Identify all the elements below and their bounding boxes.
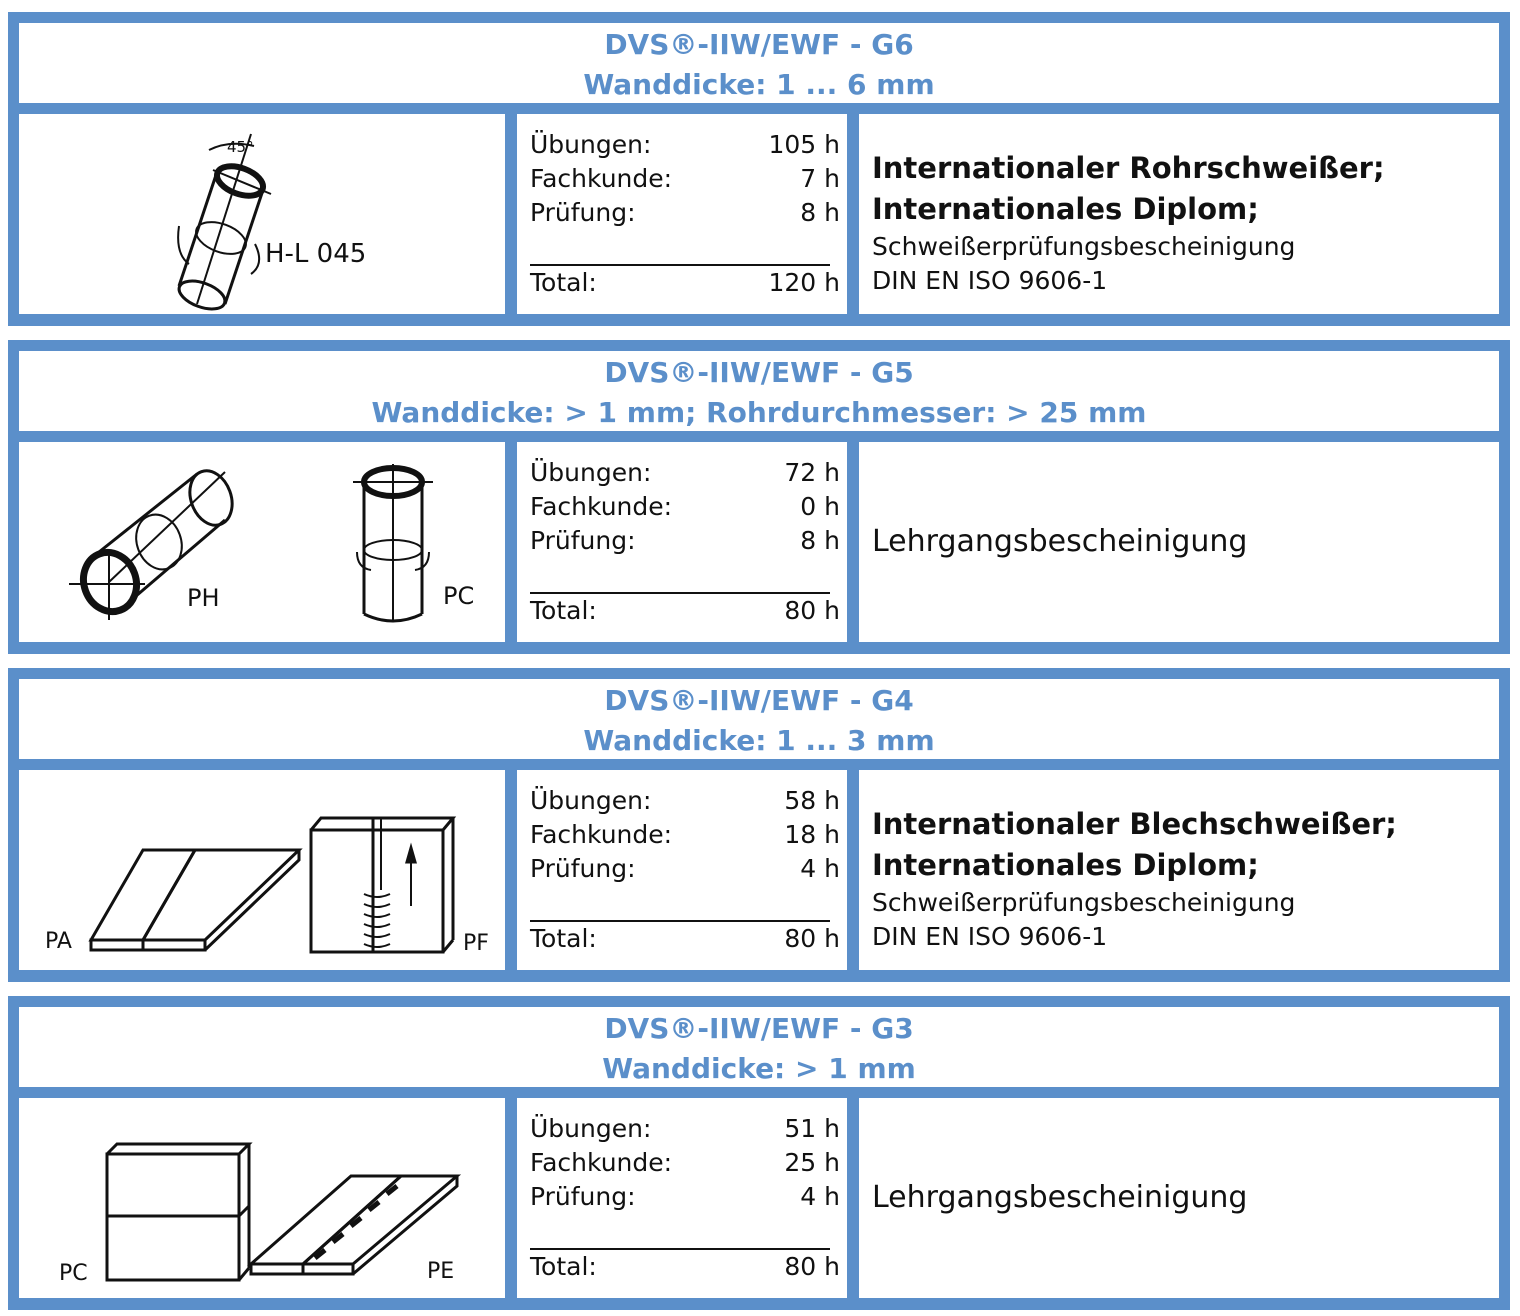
position-label-pf: PF [463,931,489,956]
certificate-cell [859,770,1499,970]
hours-value: 105 h [768,130,840,159]
certificate-cell [859,114,1499,314]
certificate-title: Lehrgangsbescheinigung [872,524,1248,559]
position-label-pe: PE [427,1259,455,1284]
welding-position-figure [19,1098,505,1298]
hours-value: 8 h [800,526,840,555]
pipe-positions-drawing [19,442,505,642]
certificate-diploma: Internationales Diplom; [872,848,1259,882]
course-header [19,351,1499,431]
welding-position-figure [19,442,505,642]
hours-label: Fachkunde: [530,820,673,849]
course-header [19,23,1499,103]
hours-label: Übungen: [530,458,652,487]
certificate-cell [859,1098,1499,1298]
total-value: 120 h [768,268,840,297]
total-label: Total: [530,268,597,297]
position-label: H-L 045 [265,239,367,269]
certificate-title: Internationaler Rohrschweißer; [872,151,1385,185]
hours-value: 8 h [800,198,840,227]
hours-value: 4 h [800,854,840,883]
hours-value: 0 h [800,492,840,521]
certificate-note: Schweißerprüfungsbescheinigung [872,232,1296,261]
hours-value: 4 h [800,1182,840,1211]
total-label: Total: [530,596,597,625]
course-title: DVS®-IIW/EWF - G5 [604,356,914,389]
welding-position-figure [19,770,505,970]
plate-positions-drawing [19,770,505,970]
angle-label: 45° [227,138,254,156]
total-value: 80 h [784,924,840,953]
course-block-g4 [8,668,1510,982]
course-subtitle: Wanddicke: > 1 mm [602,1052,916,1085]
total-label: Total: [530,1252,597,1281]
hours-value: 25 h [784,1148,840,1177]
certificate-text [872,148,1385,298]
hours-label: Übungen: [530,1114,652,1143]
position-label-ph: PH [187,584,220,612]
hours-value: 18 h [784,820,840,849]
hours-label: Übungen: [530,786,652,815]
plate-positions-drawing [19,1098,505,1298]
certificate-title: Lehrgangsbescheinigung [872,1180,1248,1215]
hours-value: 58 h [784,786,840,815]
course-title: DVS®-IIW/EWF - G3 [604,1012,914,1045]
course-title: DVS®-IIW/EWF - G4 [604,684,914,717]
position-label-pc: PC [59,1261,88,1286]
certificate-title: Internationaler Blechschweißer; [872,807,1397,841]
total-value: 80 h [784,596,840,625]
hours-label: Fachkunde: [530,164,673,193]
hours-label: Übungen: [530,130,652,159]
total-label: Total: [530,924,597,953]
certificate-cell [859,442,1499,642]
position-label-pc: PC [443,582,475,610]
course-subtitle: Wanddicke: > 1 mm; Rohrdurchmesser: > 25 mm [371,396,1147,429]
certificate-standard: DIN EN ISO 9606-1 [872,266,1108,295]
certificate-standard: DIN EN ISO 9606-1 [872,922,1108,951]
hours-table [517,114,847,314]
hours-value: 72 h [784,458,840,487]
hours-label: Prüfung: [530,526,636,555]
course-subtitle: Wanddicke: 1 ... 6 mm [583,68,935,101]
hours-label: Prüfung: [530,198,636,227]
course-header [19,1007,1499,1087]
course-block-g6 [8,12,1510,326]
hours-label: Prüfung: [530,854,636,883]
certificate-text [872,804,1397,954]
hours-value: 51 h [784,1114,840,1143]
certificate-diploma: Internationales Diplom; [872,192,1259,226]
course-subtitle: Wanddicke: 1 ... 3 mm [583,724,935,757]
course-block-g5 [8,340,1510,654]
hours-table [517,442,847,642]
course-block-g3 [8,996,1510,1310]
hours-value: 7 h [800,164,840,193]
course-header [19,679,1499,759]
hours-label: Fachkunde: [530,492,673,521]
pipe-45-degree-drawing [19,114,505,314]
welding-position-figure [19,114,505,314]
hours-label: Fachkunde: [530,1148,673,1177]
course-title: DVS®-IIW/EWF - G6 [604,28,914,61]
position-label-pa: PA [45,929,72,954]
hours-table [517,770,847,970]
total-value: 80 h [784,1252,840,1281]
hours-label: Prüfung: [530,1182,636,1211]
hours-table [517,1098,847,1298]
certificate-note: Schweißerprüfungsbescheinigung [872,888,1296,917]
